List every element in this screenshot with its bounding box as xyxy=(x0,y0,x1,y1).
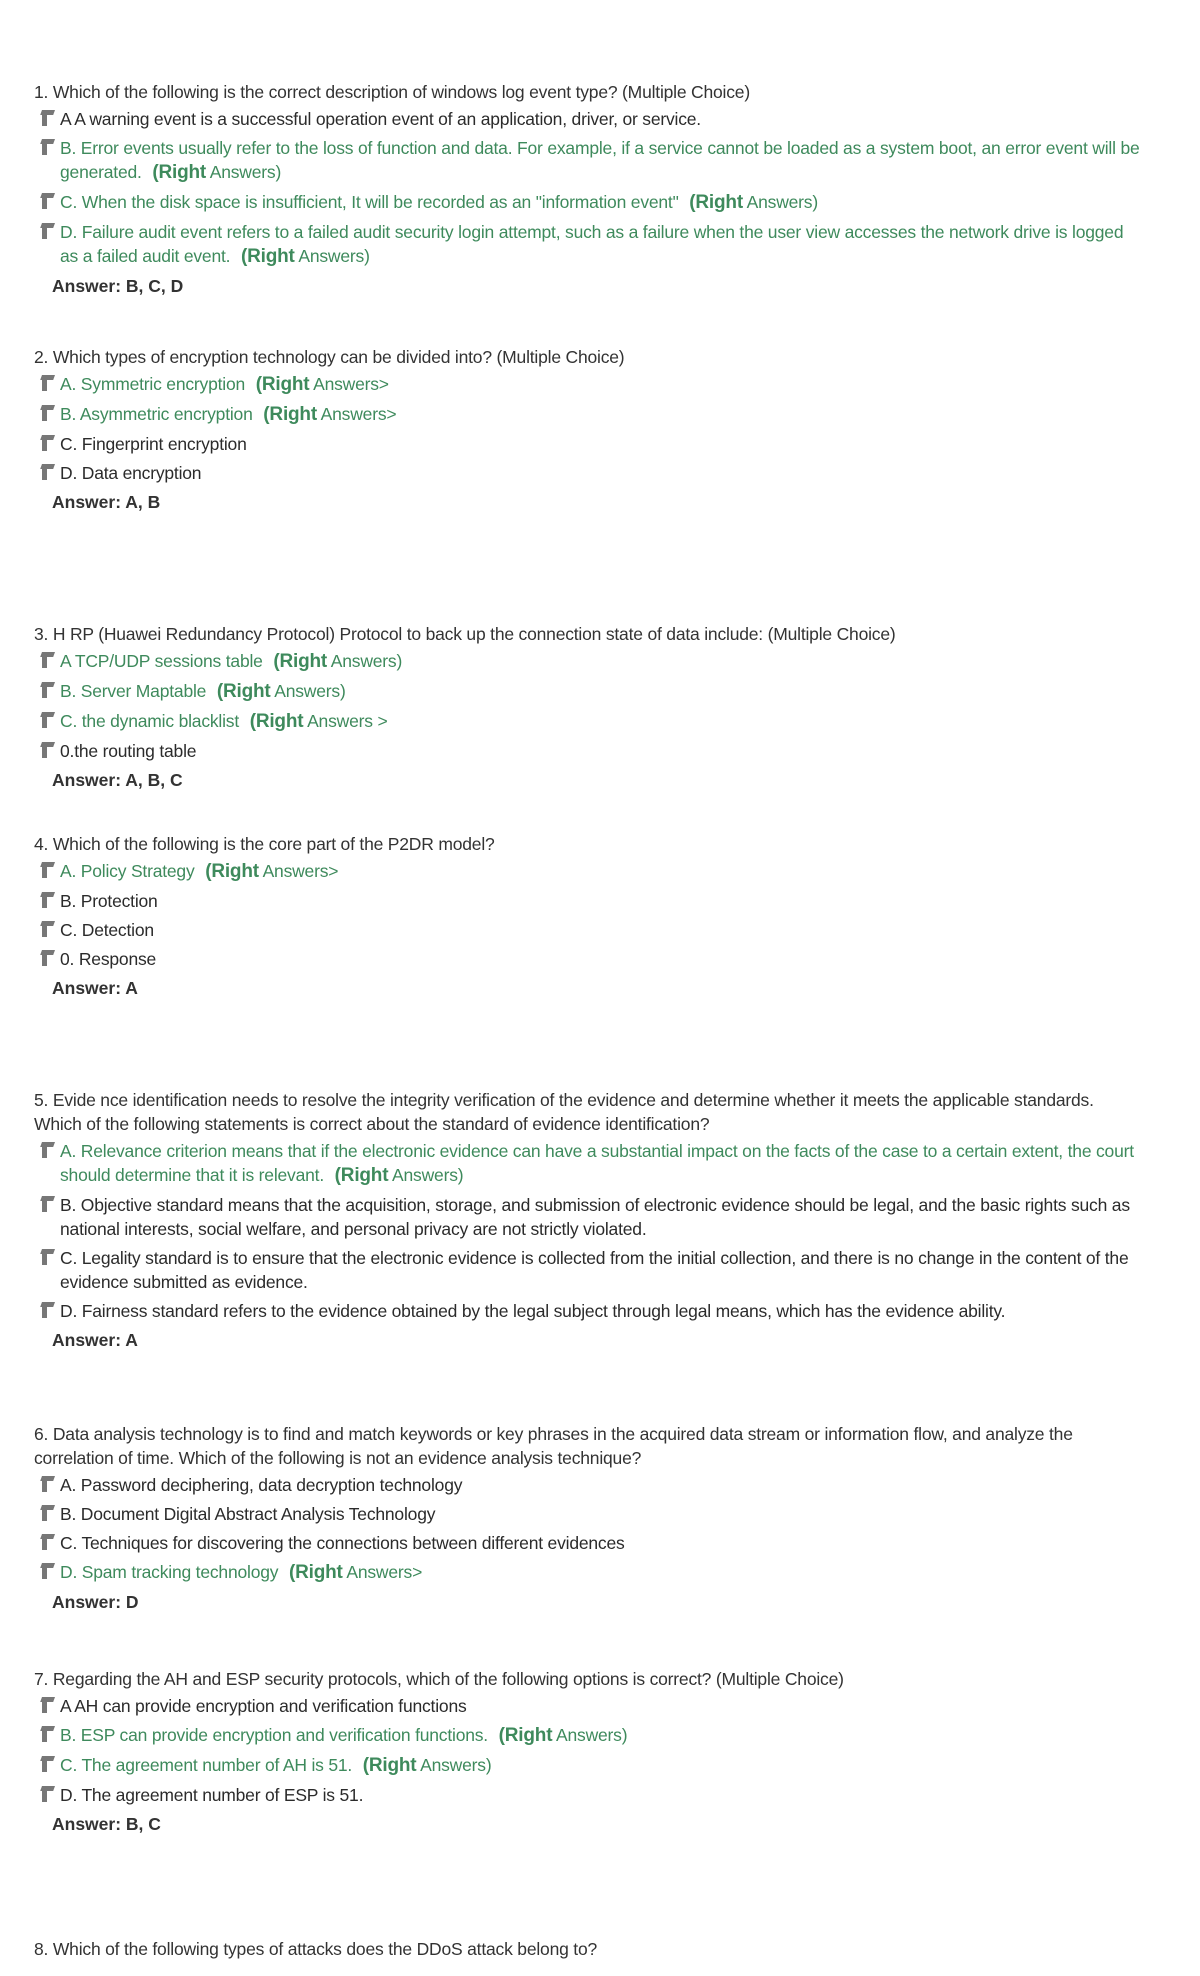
checkbox-icon xyxy=(42,1196,55,1212)
checkbox-icon xyxy=(42,223,55,239)
option-text: 0.the routing table xyxy=(60,741,197,761)
right-answer-marker: (Right Answers> xyxy=(263,404,397,425)
option-a xyxy=(34,649,1144,674)
option-text: B. Objective standard means that the acquisition, storage, and submission of electronic evidence should be legal, and the basic rights such as national interests, social welfare, and personal privacy are not strictly violated. xyxy=(60,1195,1130,1239)
option-b xyxy=(34,1502,1144,1526)
checkbox-icon xyxy=(42,405,55,421)
checkbox-icon xyxy=(42,1476,55,1492)
option-text: 0. Response xyxy=(60,949,157,969)
option-text: A. Password deciphering, data decryption technology xyxy=(60,1475,463,1495)
option-d xyxy=(34,739,1144,763)
option-text: B. Asymmetric encryption (Right Answers> xyxy=(60,404,397,425)
question-text: 4. Which of the following is the core part of the P2DR model? xyxy=(34,834,495,854)
answer-line: Answer: B, C, D xyxy=(52,276,184,296)
checkbox-icon xyxy=(42,892,55,908)
checkbox-icon xyxy=(42,1697,55,1713)
option-text: D. The agreement number of ESP is 51. xyxy=(60,1785,364,1805)
answer-line: Answer: A xyxy=(52,978,138,998)
option-b xyxy=(34,402,1144,427)
checkbox-icon xyxy=(42,1563,55,1579)
right-answer-marker: (Right Answers> xyxy=(205,861,339,882)
option-c xyxy=(34,918,1144,942)
option-text: C. Fingerprint encryption xyxy=(60,434,247,454)
option-text: A. Symmetric encryption (Right Answers> xyxy=(60,374,389,395)
option-b xyxy=(34,136,1144,185)
question-5 xyxy=(34,1088,1144,1352)
question-2 xyxy=(34,345,1144,514)
option-a xyxy=(34,1694,1144,1718)
option-a xyxy=(34,107,1144,131)
option-c xyxy=(34,432,1144,456)
option-d xyxy=(34,461,1144,485)
answer-line: Answer: D xyxy=(52,1592,139,1612)
option-text: A. Policy Strategy (Right Answers> xyxy=(60,861,339,882)
answer-line: Answer: A, B, C xyxy=(52,770,183,790)
right-answer-marker: (Right Answers) xyxy=(362,1755,492,1776)
option-a xyxy=(34,1139,1144,1188)
question-text: 8. Which of the following types of attacks does the DDoS attack belong to? xyxy=(34,1939,598,1959)
question-4 xyxy=(34,832,1144,1000)
right-answer-marker: (Right Answers) xyxy=(152,162,282,183)
option-d xyxy=(34,1299,1144,1323)
option-a xyxy=(34,859,1144,884)
option-text: D. Data encryption xyxy=(60,463,202,483)
checkbox-icon xyxy=(42,1302,55,1318)
option-text: B. Protection xyxy=(60,891,158,911)
checkbox-icon xyxy=(42,1786,55,1802)
checkbox-icon xyxy=(42,464,55,480)
right-answer-marker: (Right Answers) xyxy=(498,1725,628,1746)
option-a xyxy=(34,1473,1144,1497)
option-text: A A warning event is a successful operation event of an application, driver, or service. xyxy=(60,109,701,129)
option-b xyxy=(34,1193,1144,1241)
answer-line: Answer: A, B xyxy=(52,492,161,512)
option-c xyxy=(34,1246,1144,1294)
question-6 xyxy=(34,1422,1144,1614)
right-answer-marker: (Right Answers) xyxy=(689,192,818,213)
question-text: 2. Which types of encryption technology can be divided into? (Multiple Choice) xyxy=(34,347,625,367)
checkbox-icon xyxy=(42,742,55,758)
option-d xyxy=(34,947,1144,971)
checkbox-icon xyxy=(42,712,55,728)
option-c xyxy=(34,190,1144,215)
checkbox-icon xyxy=(42,375,55,391)
option-d xyxy=(34,1560,1144,1585)
option-text: A. Relevance criterion means that if the electronic evidence can have a substantial impact on the facts of the case to a certain extent, the court should determine that it is relevant. (Right Answers) xyxy=(60,1141,1134,1186)
question-7 xyxy=(34,1667,1144,1836)
option-text: C. the dynamic blacklist (Right Answers > xyxy=(60,711,388,732)
question-8 xyxy=(34,1937,1144,1964)
right-answer-marker: (Right Answers > xyxy=(249,711,388,732)
question-3 xyxy=(34,622,1144,792)
question-text: 6. Data analysis technology is to find and match keywords or key phrases in the acquired data stream or information flow, and analyze the correlation of time. Which of the following is not an evidence analysis technique? xyxy=(34,1424,1073,1468)
right-answer-marker: (Right Answers> xyxy=(255,374,389,395)
option-text: D. Failure audit event refers to a failed audit security login attempt, such as a failure when the user view accesses the network drive is logged as a failed audit event. (Right Answers) xyxy=(60,222,1124,267)
checkbox-icon xyxy=(42,1249,55,1265)
right-answer-marker: (Right Answers) xyxy=(241,246,370,267)
checkbox-icon xyxy=(42,193,55,209)
right-answer-marker: (Right Answers) xyxy=(273,651,403,672)
question-text: 1. Which of the following is the correct description of windows log event type? (Multiple Choice) xyxy=(34,82,750,102)
checkbox-icon xyxy=(42,139,55,155)
checkbox-icon xyxy=(42,1534,55,1550)
checkbox-icon xyxy=(42,1726,55,1742)
checkbox-icon xyxy=(42,862,55,878)
option-text: C. Detection xyxy=(60,920,154,940)
option-text: A AH can provide encryption and verification functions xyxy=(60,1696,467,1716)
checkbox-icon xyxy=(42,1505,55,1521)
option-b xyxy=(34,889,1144,913)
checkbox-icon xyxy=(42,652,55,668)
option-text: C. Legality standard is to ensure that the electronic evidence is collected from the initial collection, and there is no change in the content of the evidence submitted as evidence. xyxy=(60,1248,1129,1292)
option-text: A TCP/UDP sessions table (Right Answers) xyxy=(60,651,403,672)
checkbox-icon xyxy=(42,1142,55,1158)
option-text: B. Document Digital Abstract Analysis Technology xyxy=(60,1504,436,1524)
option-c xyxy=(34,1531,1144,1555)
option-text: C. Techniques for discovering the connections between different evidences xyxy=(60,1533,625,1553)
option-d xyxy=(34,220,1144,269)
option-text: C. The agreement number of AH is 51. (Right Answers) xyxy=(60,1755,492,1776)
answer-line: Answer: A xyxy=(52,1330,138,1350)
right-answer-marker: (Right Answers) xyxy=(334,1165,464,1186)
checkbox-icon xyxy=(42,435,55,451)
option-text: D. Spam tracking technology (Right Answers> xyxy=(60,1562,423,1583)
checkbox-icon xyxy=(42,1756,55,1772)
option-text: B. Server Maptable (Right Answers) xyxy=(60,681,346,702)
option-text: C. When the disk space is insufficient, It will be recorded as an "information event" (Right Answers) xyxy=(60,192,818,213)
checkbox-icon xyxy=(42,921,55,937)
option-text: D. Fairness standard refers to the evidence obtained by the legal subject through legal means, which has the evidence ability. xyxy=(60,1301,1006,1321)
question-text: 5. Evide nce identification needs to resolve the integrity verification of the evidence and determine whether it meets the applicable standards. Which of the following statements is correct about the standard of evidence identification? xyxy=(34,1090,1094,1134)
checkbox-icon xyxy=(42,110,55,126)
question-text: 3. H RP (Huawei Redundancy Protocol) Protocol to back up the connection state of data include: (Multiple Choice) xyxy=(34,624,896,644)
option-text: B. ESP can provide encryption and verification functions. (Right Answers) xyxy=(60,1725,628,1746)
option-b xyxy=(34,1723,1144,1748)
checkbox-icon xyxy=(42,682,55,698)
option-a xyxy=(34,372,1144,397)
answer-line: Answer: B, C xyxy=(52,1814,161,1834)
option-b xyxy=(34,679,1144,704)
option-text: B. Error events usually refer to the loss of function and data. For example, if a service cannot be loaded as a system boot, an error event will be generated. (Right Answers) xyxy=(60,138,1140,183)
option-c xyxy=(34,1753,1144,1778)
right-answer-marker: (Right Answers) xyxy=(216,681,346,702)
option-d xyxy=(34,1783,1144,1807)
right-answer-marker: (Right Answers> xyxy=(289,1562,423,1583)
question-text: 7. Regarding the AH and ESP security protocols, which of the following options is correct? (Multiple Choice) xyxy=(34,1669,844,1689)
question-1 xyxy=(34,80,1144,298)
checkbox-icon xyxy=(42,950,55,966)
option-c xyxy=(34,709,1144,734)
